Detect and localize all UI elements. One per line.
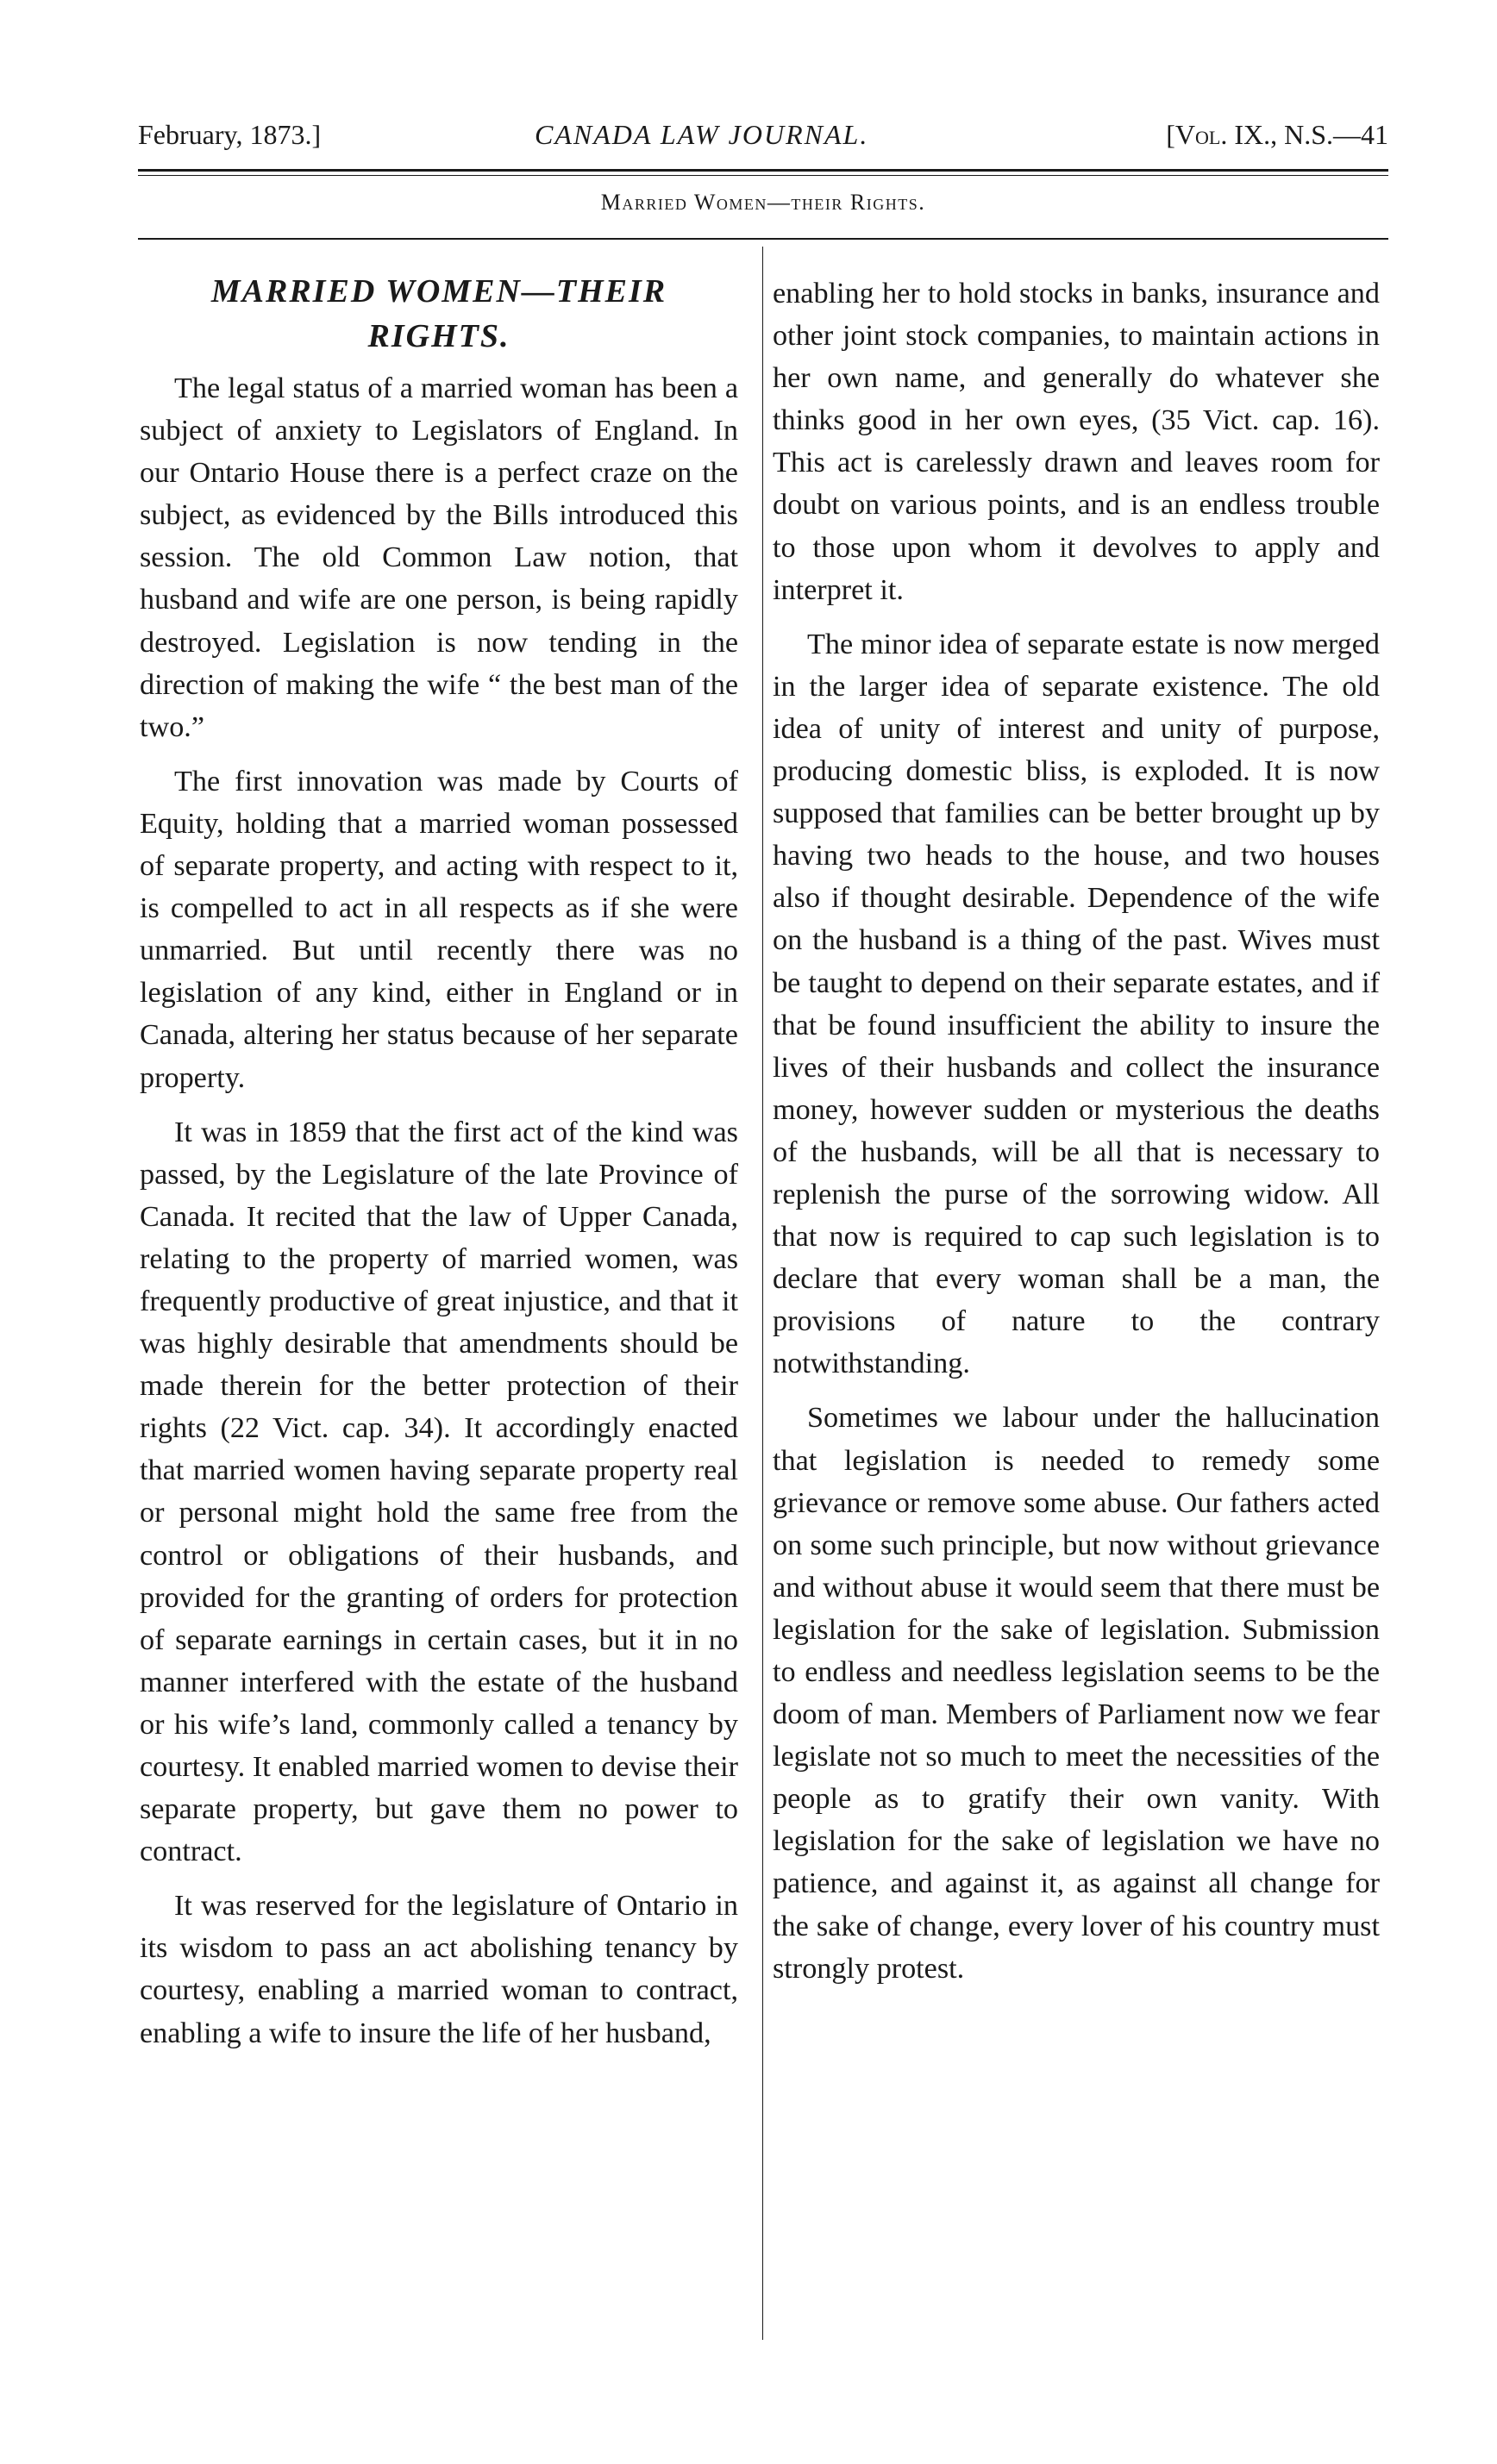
volume-page-number: [Vol. IX., N.S.—41 (1166, 119, 1388, 150)
paragraph: The minor idea of separate estate is now merged in the larger idea of separate existence. The old idea of unity of interest and unity of purpose, producing domestic bliss, is exploded. It is now supposed that families can be better brought up by having two heads to the house, and two houses also if thought desirable. Dependence of the wife on the husband is a thing of the past. Wives must be taught to depend on their separate estates, and if that be found insufficient the ability to insure the lives of their husbands and collect the insurance money, however sudden or mysterious the deaths of the husbands, will be all that is necessary to replenish the purse of the sorrowing widow. All that now is required to cap such legislation is to declare that every woman shall be a man, the provisions of nature to the contrary notwithstanding. (773, 628, 1380, 1380)
paragraph: Sometimes we labour under the hallucination that legislation is needed to remedy some grievance or remove some abuse. Our fathers acted on some such principle, but now without grievance and without abuse it would seem that there must be legislation for the sake of legislation. Submission to endless and needless legislation seems to be the doom of man. Members of Parliament now we fear legislate not so much to meet the necessities of the people as to gratify their own vanity. With legislation for the sake of legislation we have no patience, and against it, as against all change for the sake of change, every lover of his country must strongly protest. (773, 1402, 1380, 1985)
section-rule (138, 238, 1388, 240)
left-column (140, 269, 738, 2054)
running-header (138, 119, 1388, 162)
header-rule-top (138, 169, 1388, 172)
right-column (773, 272, 1380, 1990)
header-date: February, 1873.] (138, 119, 322, 150)
section-header: Married Women—their Rights. (600, 190, 926, 215)
paragraph: It was reserved for the legislature of Ontario in its wisdom to pass an act abolishing tenancy by courtesy, enabling a married woman to contract, enabling a wife to insure the life of her husband, (140, 1890, 738, 2049)
paragraph-continued: enabling her to hold stocks in banks, insurance and other joint stock companies, to maintain actions in her own name, and generally do whatever she thinks good in her own eyes, (35 Vict. cap. 16). This act is carelessly drawn and leaves room for doubt on various points, and is an endless trouble to those upon whom it devolves to apply and interpret it. (773, 278, 1380, 606)
paragraph: The legal status of a married woman has been a subject of anxiety to Legislators of England. In our Ontario House there is a perfect craze on the subject, as evidenced by the Bills introduced this session. The old Common Law notion, that husband and wife are one person, is being rapidly destroyed. Legislation is now tending in the direction of making the wife “ the best man of the two.” (140, 372, 738, 743)
journal-title: CANADA LAW JOURNAL. (535, 119, 869, 150)
paragraph: The first innovation was made by Courts of Equity, holding that a married woman possessed of separate property, and acting with respect to it, is compelled to act in all respects as if she were unmarried. But until recently there was no legislation of any kind, either in England or in Canada, altering her status because of her separate property. (140, 765, 738, 1094)
header-rule-bottom (138, 175, 1388, 176)
article-title: MARRIED WOMEN—THEIR RIGHTS. (210, 273, 667, 354)
paragraph: It was in 1859 that the first act of the kind was passed, by the Legislature of the late Province of Canada. It recited that the law of Upper Canada, relating to the property of married women, was frequently productive of great injustice, and that it was highly desirable that amendments should be made therein for the better protection of their rights (22 Vict. cap. 34). It accordingly enacted that married women having separate property real or personal might hold the same free from the control or obligations of their husbands, and provided for the granting of orders for protection of separate earnings in certain cases, but it in no manner interfered with the estate of the husband or his wife’s land, commonly called a tenancy by courtesy. It enabled married women to devise their separate property, but gave them no power to contract. (140, 1116, 738, 1868)
column-divider (762, 247, 763, 2340)
